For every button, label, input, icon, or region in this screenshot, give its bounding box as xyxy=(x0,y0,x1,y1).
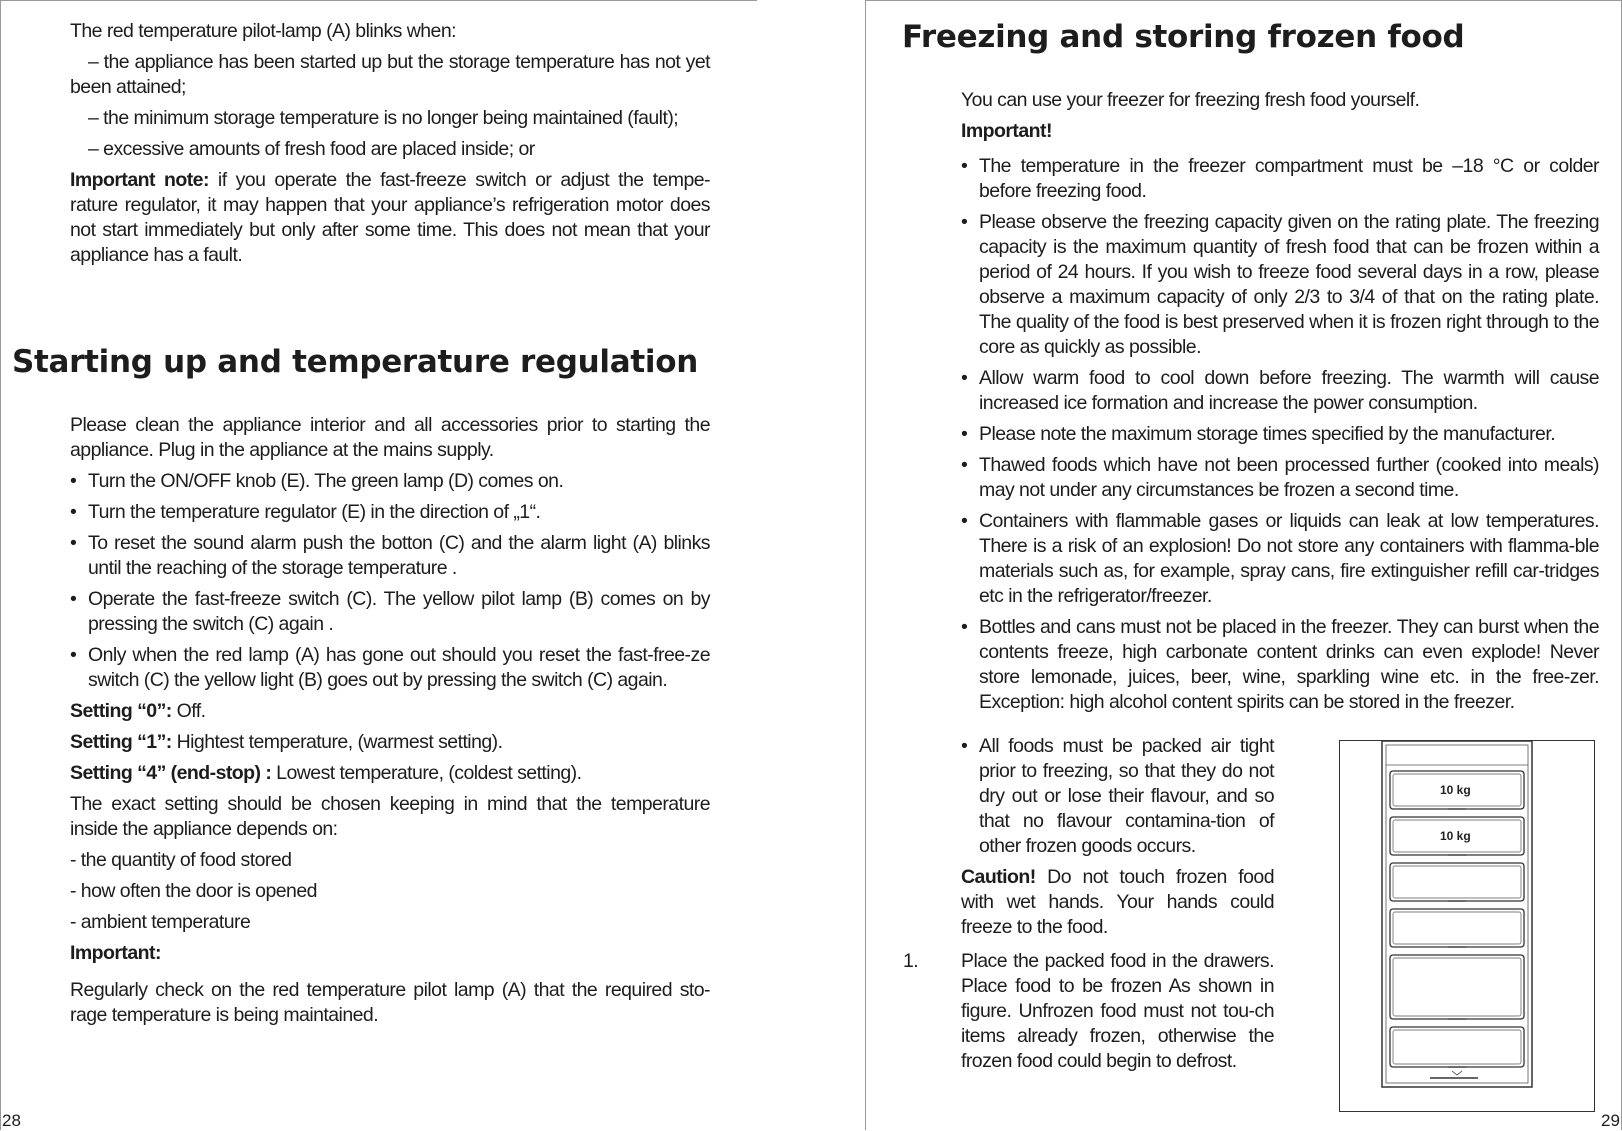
freezing-block xyxy=(961,88,1599,721)
left-page-edge xyxy=(0,0,1,1130)
list-item: • Operate the fast-freeze switch (C). The yellow pilot lamp (B) comes on by pressing the switch (C) again . xyxy=(70,588,710,635)
right-page-edge xyxy=(865,0,866,1130)
starting-intro: Please clean the appliance interior and all accessories prior to starting the appliance. Plug in the appliance at the mains supply. xyxy=(70,414,710,461)
starting-up-block xyxy=(70,413,710,1028)
depends-item: - the quantity of food stored xyxy=(70,849,292,871)
list-item: • Turn the ON/OFF knob (E). The green lamp (D) comes on. xyxy=(70,470,564,492)
setting-0: Setting “0”: Off. xyxy=(70,700,206,722)
freezing-important-label: Important! xyxy=(961,120,1052,142)
exact-setting-text: The exact setting should be chosen keeping in mind that the temperature inside the appliance depends on: xyxy=(70,793,710,840)
section-heading-freezing: Freezing and storing frozen food xyxy=(902,19,1465,55)
list-item: • All foods must be packed air tight prior to freezing, so that they do not dry out or lose their flavour, and so that no flavour contamina-tion of other frozen goods occurs. xyxy=(961,735,1274,857)
page-number-right: 29 xyxy=(1601,1111,1620,1130)
section-heading-starting-up: Starting up and temperature regulation xyxy=(12,344,698,380)
freezer-drawers-figure xyxy=(1339,740,1595,1112)
list-item: • Please note the maximum storage times specified by the manufacturer. xyxy=(961,423,1556,445)
step-text: Place the packed food in the drawers. Place food to be frozen As shown in figure. Unfrozen food must not tou-ch items already frozen, otherwise the frozen food could begin to defrost. xyxy=(961,950,1274,1072)
depends-item: - ambient temperature xyxy=(70,911,251,933)
important-note xyxy=(70,168,710,268)
list-item: • Allow warm food to cool down before freezing. The warmth will cause increased ice formation and increase the power consumption. xyxy=(961,367,1599,414)
page-number-left: 28 xyxy=(2,1111,21,1130)
pilot-item: – the minimum storage temperature is no longer being maintained (fault); xyxy=(88,107,679,129)
drawer-label: 10 kg xyxy=(1440,783,1471,797)
left-page-top-rule xyxy=(0,0,757,1)
pilot-item: – the appliance has been started up but the storage temperature has not yet been attained; xyxy=(70,51,710,98)
list-item: • Bottles and cans must not be placed in the freezer. They can burst when the contents freeze, high carbonate content drinks can even explode! Never store lemonade, juices, beer, wine, sparkling wine etc. in the free-zer. Exception: high alcohol content spirits can be stored in the freezer. xyxy=(961,616,1599,713)
important-text: Regularly check on the red temperature pilot lamp (A) that the required sto-rage temperature is being maintained. xyxy=(70,979,710,1026)
depends-item: - how often the door is opened xyxy=(70,880,317,902)
list-item: • Turn the temperature regulator (E) in the direction of „1“. xyxy=(70,501,541,523)
drawer-label: 10 kg xyxy=(1440,829,1471,843)
packed-food-block xyxy=(961,734,1274,946)
right-page-top-rule xyxy=(865,0,1622,1)
freezing-intro: You can use your freezer for freezing fresh food yourself. xyxy=(961,89,1420,111)
caution-text: Caution! Do not touch frozen food with wet hands. Your hands could freeze to the food. xyxy=(961,866,1274,938)
pilot-item: – excessive amounts of fresh food are placed inside; or xyxy=(88,138,535,160)
setting-4: Setting “4” (end-stop) : Lowest temperature, (coldest setting). xyxy=(70,762,582,784)
important-note-text: if you operate the fast-freeze switch or adjust the tempe-rature regulator, it may happen that your appliance’s refrigeration motor does not start immediately but only after some time. This does not mean that your appliance has a fault. xyxy=(70,169,710,266)
setting-1: Setting “1”: Hightest temperature, (warmest setting). xyxy=(70,731,503,753)
freezing-bullets xyxy=(961,154,1599,715)
freezer-drawers-illustration xyxy=(1340,741,1594,1111)
starting-bullets xyxy=(70,469,710,693)
list-item: • Containers with flammable gases or liquids can leak at low temperatures. There is a risk of an explosion! Do not store any containers with flamma-ble materials such as, for example, spray cans, fire extinguisher refill car-tridges etc in the refrigerator/freezer. xyxy=(961,510,1599,607)
list-item: • Please observe the freezing capacity given on the rating plate. The freezing capacity is the maximum quantity of fresh food that can be frozen within a period of 24 hours. If you wish to freeze food several days in a row, please observe a maximum capacity of only 2/3 to 3/4 of that on the rating plate. The quality of the food is best preserved when it is frozen right through to the core as quickly as possible. xyxy=(961,211,1599,358)
pilot-lamp-block xyxy=(70,19,710,268)
list-item: • The temperature in the freezer compartment must be –18 °C or colder before freezing food. xyxy=(961,155,1599,202)
pilot-intro: The red temperature pilot-lamp (A) blinks when: xyxy=(70,20,456,42)
list-item: • Only when the red lamp (A) has gone out should you reset the fast-free-ze switch (C) the yellow light (B) goes out by pressing the switch (C) again. xyxy=(70,644,710,691)
step-number: 1. xyxy=(903,950,919,972)
important-label: Important: xyxy=(70,942,161,964)
important-note-label: Important note: xyxy=(70,169,209,191)
list-item: • Thawed foods which have not been processed further (cooked into meals) may not under any circumstances be frozen a second time. xyxy=(961,454,1599,501)
list-item: • To reset the sound alarm push the botton (C) and the alarm light (A) blinks until the reaching of the storage temperature . xyxy=(70,532,710,579)
